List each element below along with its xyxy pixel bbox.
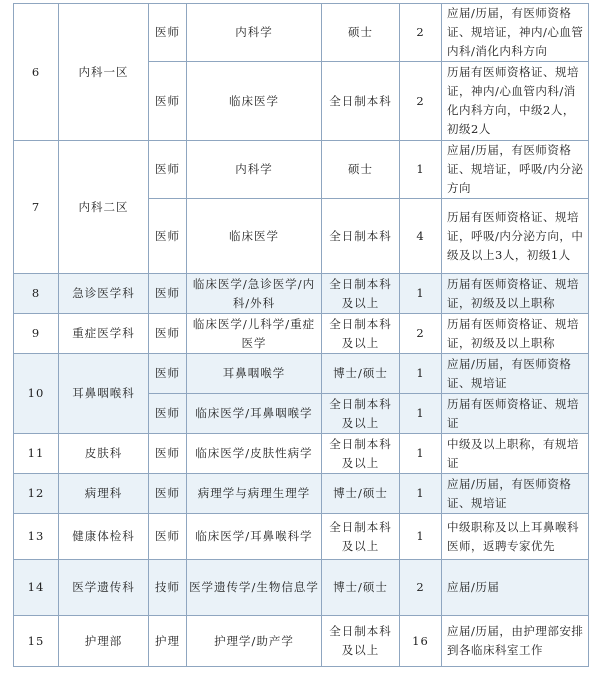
major: 临床医学/耳鼻咽喉学: [187, 394, 322, 434]
headcount: 1: [400, 474, 442, 514]
requirements: 历届有医师资格证、规培证，神内/心血管内科/消化内科方向，中级2人，初级2人: [442, 62, 589, 141]
requirements: 历届有医师资格证、规培证: [442, 394, 589, 434]
headcount: 16: [400, 616, 442, 667]
department: 护理部: [59, 616, 149, 667]
table-row: [14, 354, 589, 394]
position-title: 医师: [149, 474, 187, 514]
position-title: 医师: [149, 4, 187, 62]
headcount: 4: [400, 199, 442, 274]
major: 内科学: [187, 4, 322, 62]
position-title: 医师: [149, 141, 187, 199]
department: 皮肤科: [59, 434, 149, 474]
table-row: [14, 141, 589, 199]
position-title: 医师: [149, 514, 187, 560]
major: 临床医学/耳鼻喉科学: [187, 514, 322, 560]
major: 耳鼻咽喉学: [187, 354, 322, 394]
major: 临床医学: [187, 62, 322, 141]
table-row: [14, 4, 589, 62]
headcount: 2: [400, 314, 442, 354]
department: 内科二区: [59, 141, 149, 274]
department: 健康体检科: [59, 514, 149, 560]
requirements: 应届/历届，有医师资格证、规培证，呼吸/内分泌方向: [442, 141, 589, 199]
row-number: 11: [14, 434, 59, 474]
education: 硕士: [322, 4, 400, 62]
department: 重症医学科: [59, 314, 149, 354]
requirements: 历届有医师资格证、规培证，呼吸/内分泌方向，中级及以上3人，初级1人: [442, 199, 589, 274]
table-row: [14, 274, 589, 314]
row-number: 9: [14, 314, 59, 354]
requirements: 应届/历届: [442, 560, 589, 616]
education: 全日制本科及以上: [322, 394, 400, 434]
position-title: 护理: [149, 616, 187, 667]
education: 博士/硕士: [322, 354, 400, 394]
position-title: 医师: [149, 314, 187, 354]
headcount: 2: [400, 560, 442, 616]
education: 全日制本科: [322, 199, 400, 274]
row-number: 14: [14, 560, 59, 616]
table-row: [14, 514, 589, 560]
row-number: 15: [14, 616, 59, 667]
major: 护理学/助产学: [187, 616, 322, 667]
row-number: 12: [14, 474, 59, 514]
requirements: 历届有医师资格证、规培证，初级及以上职称: [442, 314, 589, 354]
row-number: 10: [14, 354, 59, 434]
table-row: [14, 560, 589, 616]
table-row: [14, 314, 589, 354]
education: 全日制本科及以上: [322, 434, 400, 474]
requirements: 历届有医师资格证、规培证，初级及以上职称: [442, 274, 589, 314]
major: 内科学: [187, 141, 322, 199]
department: 病理科: [59, 474, 149, 514]
table-row: [14, 616, 589, 667]
position-title: 技师: [149, 560, 187, 616]
requirements: 中级及以上职称，有规培证: [442, 434, 589, 474]
requirements: 应届/历届，有医师资格证、规培证: [442, 474, 589, 514]
headcount: 1: [400, 394, 442, 434]
position-title: 医师: [149, 434, 187, 474]
headcount: 2: [400, 62, 442, 141]
requirements: 应届/历届，有医师资格证、规培证，神内/心血管内科/消化内科方向: [442, 4, 589, 62]
table-row: [14, 434, 589, 474]
education: 硕士: [322, 141, 400, 199]
education: 全日制本科: [322, 62, 400, 141]
row-number: 8: [14, 274, 59, 314]
position-title: 医师: [149, 354, 187, 394]
education: 全日制本科及以上: [322, 314, 400, 354]
department: 耳鼻咽喉科: [59, 354, 149, 434]
headcount: 1: [400, 354, 442, 394]
headcount: 1: [400, 434, 442, 474]
headcount: 1: [400, 141, 442, 199]
major: 临床医学/儿科学/重症医学: [187, 314, 322, 354]
position-title: 医师: [149, 394, 187, 434]
education: 全日制本科及以上: [322, 514, 400, 560]
row-number: 7: [14, 141, 59, 274]
headcount: 2: [400, 4, 442, 62]
headcount: 1: [400, 514, 442, 560]
department: 急诊医学科: [59, 274, 149, 314]
row-number: 6: [14, 4, 59, 141]
education: 全日制本科及以上: [322, 274, 400, 314]
major: 病理学与病理生理学: [187, 474, 322, 514]
recruitment-table: [13, 3, 589, 667]
requirements: 应届/历届，由护理部安排到各临床科室工作: [442, 616, 589, 667]
position-title: 医师: [149, 62, 187, 141]
requirements: 应届/历届，有医师资格证、规培证: [442, 354, 589, 394]
position-title: 医师: [149, 274, 187, 314]
major: 临床医学/皮肤性病学: [187, 434, 322, 474]
education: 博士/硕士: [322, 474, 400, 514]
major: 医学遗传学/生物信息学: [187, 560, 322, 616]
major: 临床医学: [187, 199, 322, 274]
requirements: 中级职称及以上耳鼻喉科医师，返聘专家优先: [442, 514, 589, 560]
major: 临床医学/急诊医学/内科/外科: [187, 274, 322, 314]
headcount: 1: [400, 274, 442, 314]
education: 全日制本科及以上: [322, 616, 400, 667]
position-title: 医师: [149, 199, 187, 274]
department: 医学遗传科: [59, 560, 149, 616]
department: 内科一区: [59, 4, 149, 141]
education: 博士/硕士: [322, 560, 400, 616]
row-number: 13: [14, 514, 59, 560]
table-row: [14, 474, 589, 514]
